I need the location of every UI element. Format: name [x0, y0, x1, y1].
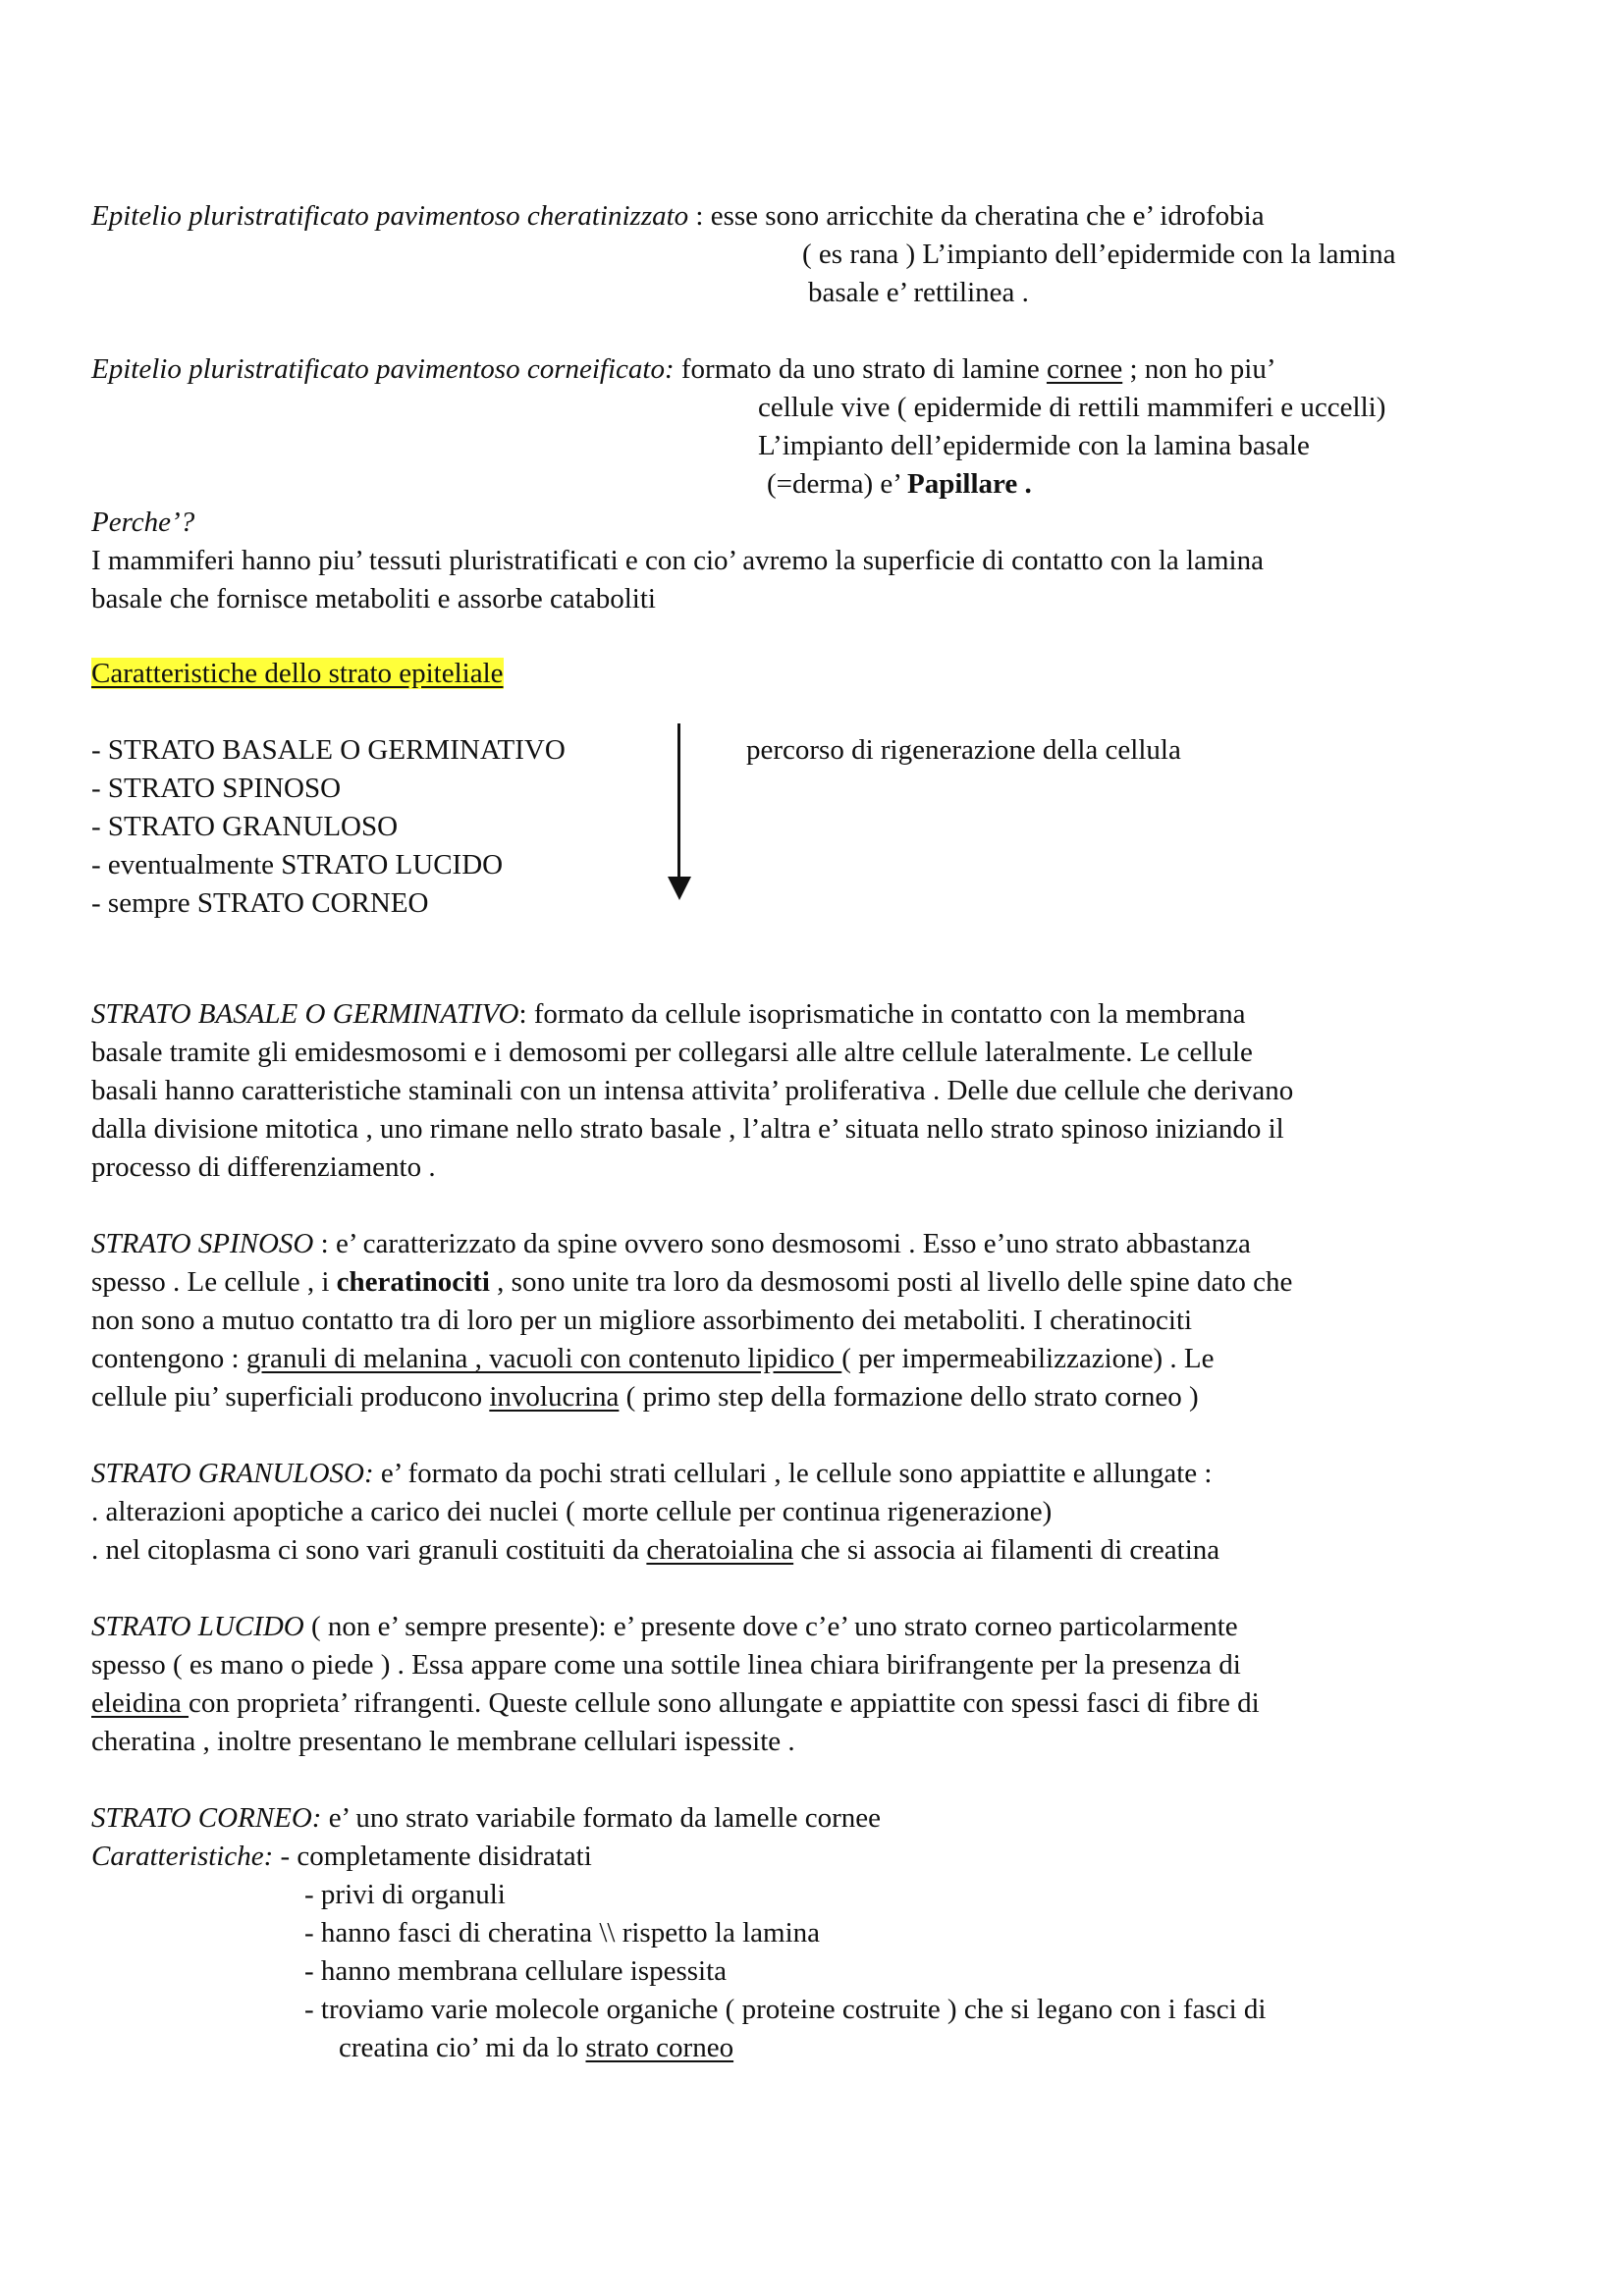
corneo-feature-5: - troviamo varie molecole organiche ( proteine costruite ) che si legano con i fasci di	[304, 1994, 1267, 2025]
corneo-features-line-1	[91, 1838, 592, 1875]
basale-text-1: : formato da cellule isoprismatiche in contatto con la membrana	[518, 998, 1246, 1030]
corneo-line-1	[91, 1799, 881, 1837]
involucrina-underlined: involucrina	[489, 1381, 620, 1413]
lucido-line-2: spesso ( es mano o piede ) . Essa appare come una sottile linea chiara birifrangente per la presenza di	[91, 1649, 1241, 1681]
lucido-line-3	[91, 1684, 1260, 1722]
spinoso-text-4a: contengono :	[91, 1343, 246, 1374]
corneo-feature-3: - hanno fasci di cheratina \\ rispetto la lamina	[304, 1917, 821, 1949]
corneo-feature-1: - completamente disidratati	[273, 1841, 592, 1872]
granuloso-text-3a: . nel citoplasma ci sono vari granuli costituiti da	[91, 1534, 647, 1566]
lucido-line-1	[91, 1608, 1238, 1645]
down-arrow-icon	[668, 877, 691, 900]
mammiferi-line-1: I mammiferi hanno piu’ tessuti pluristratificati e con cio’ avremo la superficie di contatto con la lamina	[91, 545, 1264, 576]
layer-item-granuloso: - STRATO GRANULOSO	[91, 811, 399, 842]
strato-corneo-underlined: strato corneo	[585, 2032, 734, 2063]
spinoso-text-5b: ( primo step della formazione dello strato corneo )	[619, 1381, 1199, 1413]
corneificato-line-4	[767, 465, 1032, 503]
corneificato-line-2: cellule vive ( epidermide di rettili mammiferi e uccelli)	[758, 392, 1386, 423]
corneificato-line-1	[91, 350, 1276, 388]
mammiferi-line-2: basale che fornisce metaboliti e assorbe cataboliti	[91, 583, 656, 614]
section-title	[91, 655, 504, 692]
spinoso-line-4	[91, 1340, 1215, 1377]
layer-item-lucido: - eventualmente STRATO LUCIDO	[91, 849, 504, 881]
cheratinizzato-term: Epitelio pluristratificato pavimentoso cheratinizzato	[91, 200, 689, 232]
granuloso-line-3	[91, 1531, 1219, 1569]
corneo-feature-last	[339, 2029, 733, 2066]
spinoso-text-1: : e’ caratterizzato da spine ovvero sono desmosomi . Esso e’uno strato abbastanza	[313, 1228, 1251, 1259]
basale-term: STRATO BASALE O GERMINATIVO	[91, 998, 519, 1030]
spinoso-text-2a: spesso . Le cellule , i	[91, 1266, 337, 1298]
corneificato-text-1b: ; non ho piu’	[1122, 353, 1276, 385]
spinoso-line-3: non sono a mutuo contatto tra di loro per un migliore assorbimento dei metaboliti. I cheratinociti	[91, 1305, 1193, 1336]
spinoso-line-5	[91, 1378, 1199, 1415]
papillare-bold: Papillare .	[907, 468, 1032, 500]
cheratinizzato-line-1	[91, 197, 1265, 235]
granuli-underlined: granuli di melanina , vacuoli con contenuto lipidico	[245, 1343, 842, 1374]
granuloso-text-3b: che si associa ai filamenti di creatina	[793, 1534, 1220, 1566]
corneo-features-label: Caratteristiche:	[91, 1841, 274, 1872]
lucido-text-3b: con proprieta’ rifrangenti. Queste cellule sono allungate e appiattite con spessi fasci di fibre di	[189, 1687, 1260, 1719]
spinoso-text-2c: , sono unite tra loro da desmosomi posti al livello delle spine dato che	[489, 1266, 1293, 1298]
spinoso-line-2	[91, 1263, 1292, 1301]
arrow-note: percorso di rigenerazione della cellula	[746, 734, 1181, 766]
corneo-last-text: creatina cio’ mi da lo	[339, 2032, 586, 2063]
basale-line-5: processo di differenziamento .	[91, 1151, 436, 1183]
down-arrow-shaft	[677, 723, 680, 881]
spinoso-text-4b: ( per impermeabilizzazione) . Le	[841, 1343, 1215, 1374]
basale-line-2: basale tramite gli emidesmosomi e i demosomi per collegarsi alle altre cellule lateralmente. Le cellule	[91, 1037, 1253, 1068]
corneificato-term: Epitelio pluristratificato pavimentoso corneificato:	[91, 353, 675, 385]
granuloso-line-2: . alterazioni apoptiche a carico dei nuclei ( morte cellule per continua rigenerazione)	[91, 1496, 1053, 1527]
perche-question: Perche’?	[91, 507, 195, 538]
layer-item-corneo: - sempre STRATO CORNEO	[91, 887, 429, 919]
lucido-line-4: cheratina , inoltre presentano le membrane cellulari ispessite .	[91, 1726, 795, 1757]
section-title-text: Caratteristiche dello strato epiteliale	[91, 658, 504, 689]
eleidina-underlined: eleidina	[91, 1687, 189, 1719]
corneificato-text-4a: (=derma) e’	[767, 468, 908, 500]
corneo-feature-4: - hanno membrana cellulare ispessita	[304, 1955, 728, 1987]
cheratinizzato-text-1: : esse sono arricchite da cheratina che e’ idrofobia	[688, 200, 1265, 232]
cheratinizzato-line-3: basale e’ rettilinea .	[808, 277, 1029, 308]
spinoso-line-1	[91, 1225, 1251, 1262]
corneo-feature-2: - privi di organuli	[304, 1879, 506, 1910]
granuloso-term: STRATO GRANULOSO:	[91, 1458, 374, 1489]
corneo-text-1: e’ uno strato variabile formato da lamelle cornee	[321, 1802, 881, 1834]
cheratinizzato-line-2: ( es rana ) L’impianto dell’epidermide con la lamina	[802, 239, 1396, 270]
corneificato-line-3: L’impianto dell’epidermide con la lamina basale	[758, 430, 1310, 461]
cheratinociti-bold: cheratinociti	[336, 1266, 490, 1298]
cornee-underlined: cornee	[1046, 353, 1123, 385]
basale-line-1	[91, 995, 1246, 1033]
basale-line-3: basali hanno caratteristiche staminali con un intensa attivita’ proliferativa . Delle due cellule che derivano	[91, 1075, 1294, 1106]
granuloso-text-1: e’ formato da pochi strati cellulari , le cellule sono appiattite e allungate :	[373, 1458, 1213, 1489]
corneo-term: STRATO CORNEO:	[91, 1802, 322, 1834]
lucido-text-1: ( non e’ sempre presente): e’ presente dove c’e’ uno strato corneo particolarmente	[303, 1611, 1238, 1642]
spinoso-text-5a: cellule piu’ superficiali producono	[91, 1381, 490, 1413]
basale-line-4: dalla divisione mitotica , uno rimane nello strato basale , l’altra e’ situata nello strato spinoso iniziando il	[91, 1113, 1284, 1145]
lucido-term: STRATO LUCIDO	[91, 1611, 304, 1642]
layer-item-spinoso: - STRATO SPINOSO	[91, 773, 342, 804]
spinoso-term: STRATO SPINOSO	[91, 1228, 314, 1259]
layer-item-basale: - STRATO BASALE O GERMINATIVO	[91, 734, 566, 766]
corneificato-text-1a: formato da uno strato di lamine	[674, 353, 1047, 385]
granuloso-line-1	[91, 1455, 1212, 1492]
cheratoialina-underlined: cheratoialina	[646, 1534, 794, 1566]
